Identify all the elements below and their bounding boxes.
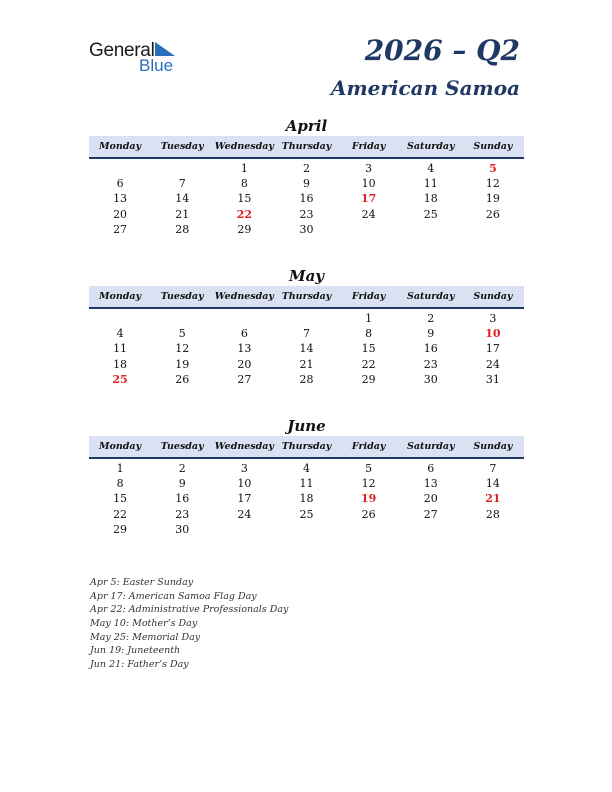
generalblue-logo <box>89 40 199 76</box>
date-cell: 12 <box>485 177 500 191</box>
holiday-note: May 10: Mother’s Day <box>90 618 198 630</box>
date-cell: 15 <box>237 192 252 206</box>
date-cell: 18 <box>113 357 128 371</box>
date-cell: 21 <box>175 207 190 221</box>
weekday-header-row <box>89 286 524 309</box>
holiday-note: Jun 19: Juneteenth <box>90 645 181 657</box>
date-cell: 16 <box>175 492 190 506</box>
week-row <box>89 357 524 372</box>
date-cell: 29 <box>113 522 128 536</box>
date-cell: 13 <box>113 192 128 206</box>
date-cell: 13 <box>237 342 252 356</box>
week-row <box>89 311 524 326</box>
date-cell: 16 <box>423 342 438 356</box>
month-title: April <box>285 117 328 135</box>
date-cell: 15 <box>361 342 376 356</box>
date-cell: 24 <box>485 357 500 371</box>
date-cell: 24 <box>237 507 252 521</box>
holiday-date-cell: 25 <box>112 372 128 386</box>
holiday-notes <box>90 576 288 672</box>
date-cell: 22 <box>361 357 376 371</box>
date-cell: 30 <box>299 222 314 236</box>
weekday-label: Saturday <box>406 141 455 152</box>
date-cell: 12 <box>361 477 376 491</box>
week-rows <box>89 159 524 237</box>
weekday-label: Saturday <box>406 291 455 302</box>
page-title: 2026 – Q2 <box>364 34 520 67</box>
date-cell: 28 <box>299 372 314 386</box>
weekday-label: Wednesday <box>214 441 274 452</box>
weekday-label: Friday <box>351 291 386 302</box>
month-june <box>89 416 524 537</box>
date-cell: 10 <box>361 177 376 191</box>
date-cell: 17 <box>237 492 252 506</box>
holiday-note: Apr 5: Easter Sunday <box>90 577 194 588</box>
date-cell: 6 <box>427 462 435 476</box>
date-cell: 13 <box>423 477 438 491</box>
date-cell: 14 <box>299 342 314 356</box>
weekday-label: Tuesday <box>160 291 204 302</box>
week-row <box>89 191 524 206</box>
holiday-date-cell: 10 <box>485 327 501 341</box>
date-cell: 10 <box>237 477 252 491</box>
week-row <box>89 341 524 356</box>
date-cell: 27 <box>113 222 128 236</box>
date-cell: 24 <box>361 207 376 221</box>
date-cell: 6 <box>116 177 124 191</box>
date-cell: 22 <box>113 507 128 521</box>
date-cell: 11 <box>299 477 314 491</box>
holiday-date-cell: 19 <box>360 492 377 506</box>
date-cell: 7 <box>178 177 186 191</box>
date-cell: 26 <box>175 372 190 386</box>
week-rows <box>89 459 524 537</box>
date-cell: 5 <box>365 462 373 476</box>
weekday-label: Monday <box>99 141 142 152</box>
date-cell: 9 <box>427 327 435 341</box>
date-cell: 23 <box>423 357 438 371</box>
date-cell: 23 <box>175 507 190 521</box>
date-cell: 3 <box>240 462 248 476</box>
weekday-label: Friday <box>351 141 386 152</box>
date-cell: 8 <box>240 177 248 191</box>
date-cell: 20 <box>237 357 252 371</box>
weekday-label: Thursday <box>281 141 332 152</box>
date-cell: 14 <box>175 192 190 206</box>
date-cell: 2 <box>178 462 186 476</box>
weekday-label: Friday <box>351 441 386 452</box>
date-cell: 28 <box>485 507 500 521</box>
week-row <box>89 176 524 191</box>
date-cell: 28 <box>175 222 190 236</box>
holiday-note: Apr 17: American Samoa Flag Day <box>90 590 257 602</box>
week-row <box>89 461 524 476</box>
date-cell: 27 <box>423 507 438 521</box>
date-cell: 9 <box>302 177 310 191</box>
date-cell: 2 <box>302 162 310 176</box>
date-cell: 18 <box>423 192 438 206</box>
weekday-label: Saturday <box>406 441 455 452</box>
week-row <box>89 161 524 176</box>
week-row <box>89 207 524 222</box>
date-cell: 11 <box>423 177 438 191</box>
date-cell: 2 <box>427 312 435 326</box>
date-cell: 25 <box>423 207 438 221</box>
weekday-label: Tuesday <box>160 441 204 452</box>
month-may <box>89 266 524 387</box>
date-cell: 5 <box>178 327 186 341</box>
date-cell: 4 <box>116 327 124 341</box>
date-cell: 6 <box>240 327 248 341</box>
week-row <box>89 476 524 491</box>
date-cell: 17 <box>485 342 500 356</box>
date-cell: 4 <box>302 462 310 476</box>
week-row <box>89 372 524 387</box>
date-cell: 9 <box>178 477 186 491</box>
date-cell: 26 <box>361 507 376 521</box>
weekday-label: Thursday <box>281 441 332 452</box>
date-cell: 21 <box>299 357 314 371</box>
weekday-label: Monday <box>99 291 142 302</box>
date-cell: 8 <box>116 477 124 491</box>
date-cell: 16 <box>299 192 314 206</box>
holiday-date-cell: 21 <box>485 492 501 506</box>
date-cell: 15 <box>113 492 128 506</box>
weekday-label: Sunday <box>473 141 513 152</box>
weekday-label: Tuesday <box>160 141 204 152</box>
date-cell: 3 <box>489 312 497 326</box>
weekday-label: Sunday <box>473 291 513 302</box>
date-cell: 8 <box>365 327 373 341</box>
date-cell: 19 <box>175 357 190 371</box>
date-cell: 30 <box>175 522 190 536</box>
week-row <box>89 491 524 506</box>
date-cell: 30 <box>423 372 438 386</box>
logo-word-general: General <box>89 40 155 61</box>
date-cell: 31 <box>485 372 500 386</box>
weekday-header-row <box>89 436 524 459</box>
week-row <box>89 326 524 341</box>
holiday-note: Apr 22: Administrative Professionals Day <box>90 604 289 616</box>
weekday-label: Thursday <box>281 291 332 302</box>
week-row <box>89 222 524 237</box>
weekday-label: Sunday <box>473 441 513 452</box>
date-cell: 19 <box>485 192 500 206</box>
holiday-note: May 25: Memorial Day <box>90 631 201 643</box>
week-rows <box>89 309 524 387</box>
date-cell: 11 <box>113 342 128 356</box>
date-cell: 14 <box>485 477 500 491</box>
date-cell: 1 <box>240 162 248 176</box>
date-cell: 7 <box>489 462 497 476</box>
weekday-label: Monday <box>99 441 142 452</box>
date-cell: 27 <box>237 372 252 386</box>
date-cell: 26 <box>485 207 500 221</box>
week-row <box>89 522 524 537</box>
page-subtitle: American Samoa <box>330 76 520 100</box>
date-cell: 1 <box>116 462 124 476</box>
date-cell: 29 <box>361 372 376 386</box>
date-cell: 18 <box>299 492 314 506</box>
date-cell: 25 <box>299 507 314 521</box>
weekday-header-row <box>89 136 524 159</box>
week-row <box>89 507 524 522</box>
date-cell: 20 <box>423 492 438 506</box>
logo-triangle-icon <box>155 42 175 56</box>
holiday-date-cell: 5 <box>489 162 497 176</box>
date-cell: 7 <box>302 327 310 341</box>
date-cell: 23 <box>299 207 314 221</box>
weekday-label: Wednesday <box>214 141 274 152</box>
month-april <box>89 116 524 237</box>
holiday-date-cell: 22 <box>236 207 252 221</box>
date-cell: 3 <box>365 162 373 176</box>
holiday-note: Jun 21: Father’s Day <box>90 659 189 671</box>
date-cell: 29 <box>237 222 252 236</box>
logo-word-blue: Blue <box>139 56 174 75</box>
month-title: May <box>288 267 325 285</box>
date-cell: 4 <box>427 162 435 176</box>
holiday-date-cell: 17 <box>360 192 377 206</box>
weekday-label: Wednesday <box>214 291 274 302</box>
date-cell: 20 <box>113 207 128 221</box>
date-cell: 12 <box>175 342 190 356</box>
date-cell: 1 <box>365 312 373 326</box>
month-title: June <box>287 417 326 435</box>
